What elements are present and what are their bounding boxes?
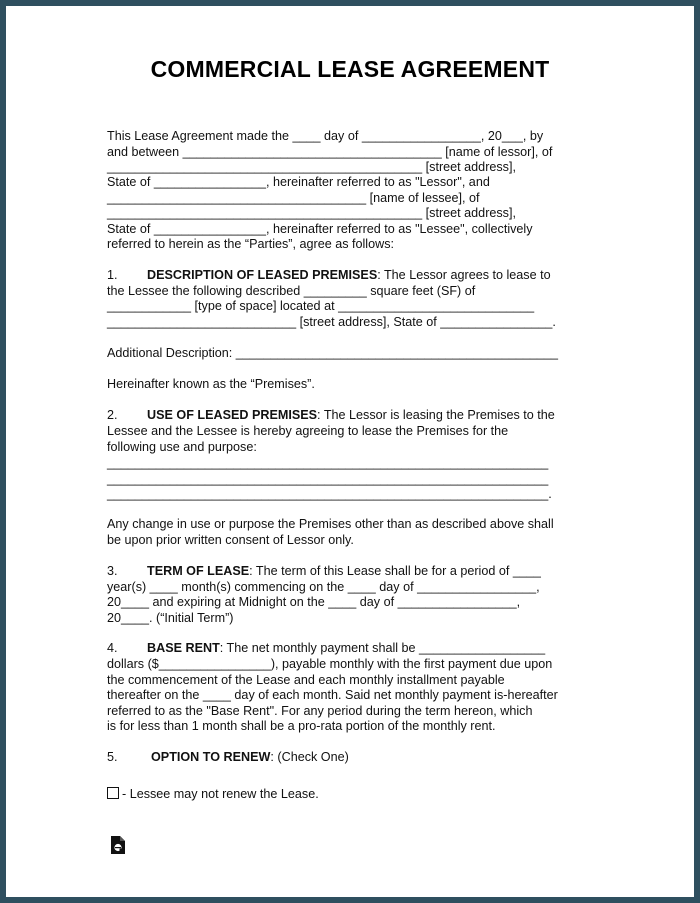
section-1-line: the Lessee the following described _________ square feet (SF) of (107, 284, 476, 298)
section-text: : The net monthly payment shall be __________________ (219, 641, 546, 655)
document-title: COMMERCIAL LEASE AGREEMENT (150, 56, 550, 82)
section-3-line: year(s) ____ month(s) commencing on the ____ day of _________________, (107, 580, 540, 594)
section-1-line: ____________ [type of space] located at ____________________________ (107, 299, 535, 313)
section-5-heading-line (107, 750, 349, 765)
intro-line: referred to herein as the “Parties”, agree as follows: (107, 237, 394, 251)
section-heading: DESCRIPTION OF LEASED PREMISES (147, 268, 378, 282)
section-2-line: following use and purpose: (107, 440, 257, 454)
section-heading: TERM OF LEASE (147, 564, 250, 578)
document-logo-icon (110, 835, 126, 855)
section-heading: OPTION TO RENEW (151, 750, 271, 764)
section-2-blank-line: _______________________________________________________________. (107, 487, 552, 501)
section-2-blank-line: _______________________________________________________________ (107, 472, 549, 486)
section-number: 4. (107, 641, 118, 655)
intro-line: State of ________________, hereinafter referred to as "Lessee", collectively (107, 222, 533, 236)
intro-line: State of ________________, hereinafter referred to as "Lessor", and (107, 175, 490, 189)
renew-option[interactable] (107, 787, 319, 802)
intro-line: _____________________________________________ [street address], (107, 206, 516, 220)
section-2-line: Lessee and the Lessee is hereby agreeing to lease the Premises for the (107, 424, 509, 438)
section-3-heading-line (107, 564, 541, 579)
section-3-line: 20____ and expiring at Midnight on the ____ day of _________________, (107, 595, 521, 609)
section-1-line: ___________________________ [street address], State of ________________. (107, 315, 556, 329)
section-4-line: referred to as the "Base Rent". For any period during the term hereon, which (107, 704, 533, 718)
section-text: : (Check One) (270, 750, 349, 764)
section-heading: BASE RENT (147, 641, 220, 655)
section-3-line: 20____. (“Initial Term”) (107, 611, 234, 625)
renew-checkbox[interactable] (107, 787, 119, 799)
section-text: : The Lessor is leasing the Premises to the (317, 408, 555, 422)
intro-line: This Lease Agreement made the ____ day of _________________, 20___, by (107, 129, 544, 143)
section-4-line: the commencement of the Lease and each monthly installment payable (107, 673, 505, 687)
section-1-heading-line (107, 268, 551, 283)
section-number: 5. (107, 750, 118, 764)
additional-description: Additional Description: ______________________________________________ (107, 346, 558, 360)
section-text: : The Lessor agrees to lease to (377, 268, 551, 282)
section-heading: USE OF LEASED PREMISES (147, 408, 318, 422)
section-text: : The term of this Lease shall be for a period of ____ (249, 564, 541, 578)
section-4-line: thereafter on the ____ day of each month. Said net monthly payment is-hereafter (107, 688, 558, 702)
section-number: 1. (107, 268, 118, 282)
section-4-line: dollars ($________________), payable monthly with the first payment due upon (107, 657, 553, 671)
section-4-heading-line (107, 641, 545, 656)
section-2-blank-line: _______________________________________________________________ (107, 456, 549, 470)
intro-line: _____________________________________ [name of lessee], of (107, 191, 480, 205)
intro-line: and between _____________________________________ [name of lessor], of (107, 145, 553, 159)
section-2-heading-line (107, 408, 555, 423)
premises-note: Hereinafter known as the “Premises”. (107, 377, 315, 391)
renew-option-label: - Lessee may not renew the Lease. (122, 787, 319, 801)
section-number: 2. (107, 408, 118, 422)
intro-line: _____________________________________________ [street address], (107, 160, 516, 174)
section-4-line: is for less than 1 month shall be a pro-rata portion of the monthly rent. (107, 719, 496, 733)
section-2-change-line: be upon prior written consent of Lessor only. (107, 533, 354, 547)
section-number: 3. (107, 564, 118, 578)
section-2-change-line: Any change in use or purpose the Premises other than as described above shall (107, 517, 554, 531)
